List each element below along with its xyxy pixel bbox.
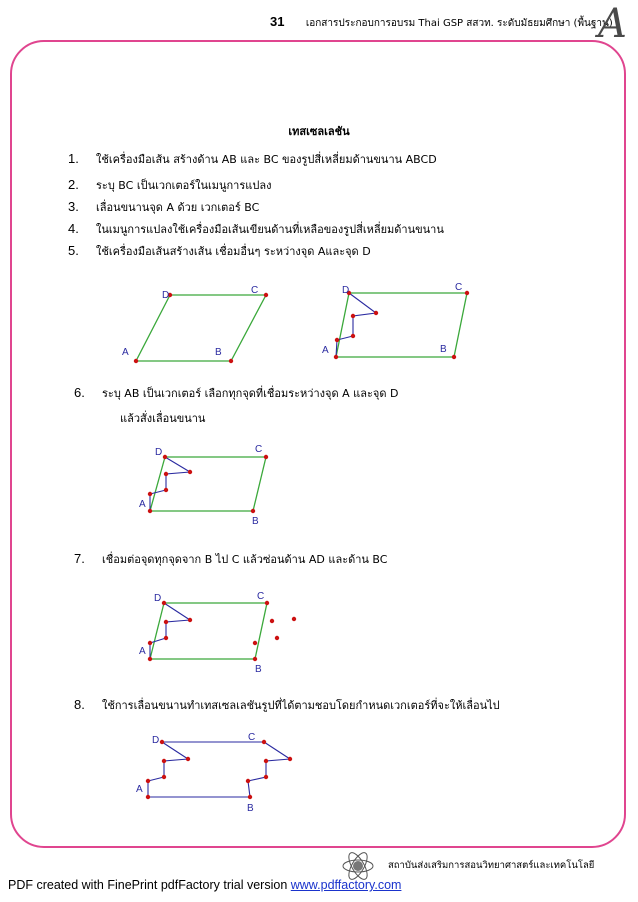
step-text: ระบุ BC เป็นเวกเตอร์ในเมนูการแปลง bbox=[96, 179, 272, 192]
label-d: D bbox=[155, 447, 163, 458]
step-text: เลื่อนขนานจุด A ด้วย เวกเตอร์ BC bbox=[96, 201, 260, 214]
label-b: B bbox=[252, 516, 259, 527]
step-number: 7. bbox=[74, 551, 85, 566]
step-number: 5. bbox=[68, 243, 79, 258]
label-c: C bbox=[257, 591, 265, 602]
step-number: 4. bbox=[68, 221, 79, 236]
step-number: 3. bbox=[68, 199, 79, 214]
step-number: 2. bbox=[68, 177, 79, 192]
label-a: A bbox=[322, 345, 329, 356]
label-d: D bbox=[154, 593, 162, 604]
label-b: B bbox=[247, 803, 254, 814]
label-a: A bbox=[139, 499, 146, 510]
page-number: 31 bbox=[270, 14, 285, 29]
pdffactory-link[interactable]: www.pdffactory.com bbox=[290, 878, 402, 892]
step-text: ระบุ AB เป็นเวกเตอร์ เลือกทุกจุดที่เชื่อมระหว่างจุด A และจุด D bbox=[102, 387, 399, 400]
step-text: เชื่อมต่อจุดทุกจุดจาก B ไป C แล้วซ่อนด้าน AD และด้าน BC bbox=[102, 553, 388, 566]
label-d: D bbox=[152, 735, 160, 746]
step-text: ใช้การเลื่อนขนานทำเทสเซลเลชันรูปที่ได้ตามชอบโดยกำหนดเวกเตอร์ที่จะให้เลื่อนไป bbox=[102, 699, 500, 712]
label-a: A bbox=[139, 646, 146, 657]
header-text: เอกสารประกอบการอบรม Thai GSP สสวท. ระดับมัธยมศึกษา (พื้นฐาน) bbox=[305, 18, 613, 29]
institute-name: สถาบันส่งเสริมการสอนวิทยาศาสตร์และเทคโนโลยี bbox=[388, 860, 595, 871]
step-number: 6. bbox=[74, 385, 85, 400]
label-b: B bbox=[440, 344, 447, 355]
label-d: D bbox=[342, 285, 350, 296]
label-d: D bbox=[162, 290, 170, 301]
label-c: C bbox=[251, 285, 259, 296]
step-text: ในเมนูการแปลงใช้เครื่องมือเส้นเขียนด้านที่เหลือของรูปสี่เหลี่ยมด้านขนาน bbox=[96, 223, 444, 236]
step-text: แล้วสั่งเลื่อนขนาน bbox=[120, 412, 206, 425]
step-number: 1. bbox=[68, 151, 79, 166]
label-a: A bbox=[136, 784, 143, 795]
pdf-note-text: PDF created with FinePrint pdfFactory trial version bbox=[8, 878, 291, 892]
step-text: ใช้เครื่องมือเส้นสร้างเส้น เชื่อมอื่นๆ ระหว่างจุด Aและจุด D bbox=[96, 245, 371, 258]
label-c: C bbox=[455, 282, 463, 293]
brand-logo-letter: A bbox=[598, 1, 627, 47]
label-c: C bbox=[255, 444, 263, 455]
label-b: B bbox=[255, 664, 262, 675]
label-b: B bbox=[215, 347, 222, 358]
step-text: ใช้เครื่องมือเส้น สร้างด้าน AB และ BC ของรูปสี่เหลี่ยมด้านขนาน ABCD bbox=[96, 153, 437, 166]
page-title: เทสเซลเลชัน bbox=[288, 125, 350, 138]
label-c: C bbox=[248, 732, 256, 743]
pdf-creator-note bbox=[8, 878, 401, 892]
step-number: 8. bbox=[74, 697, 85, 712]
label-a: A bbox=[122, 347, 129, 358]
